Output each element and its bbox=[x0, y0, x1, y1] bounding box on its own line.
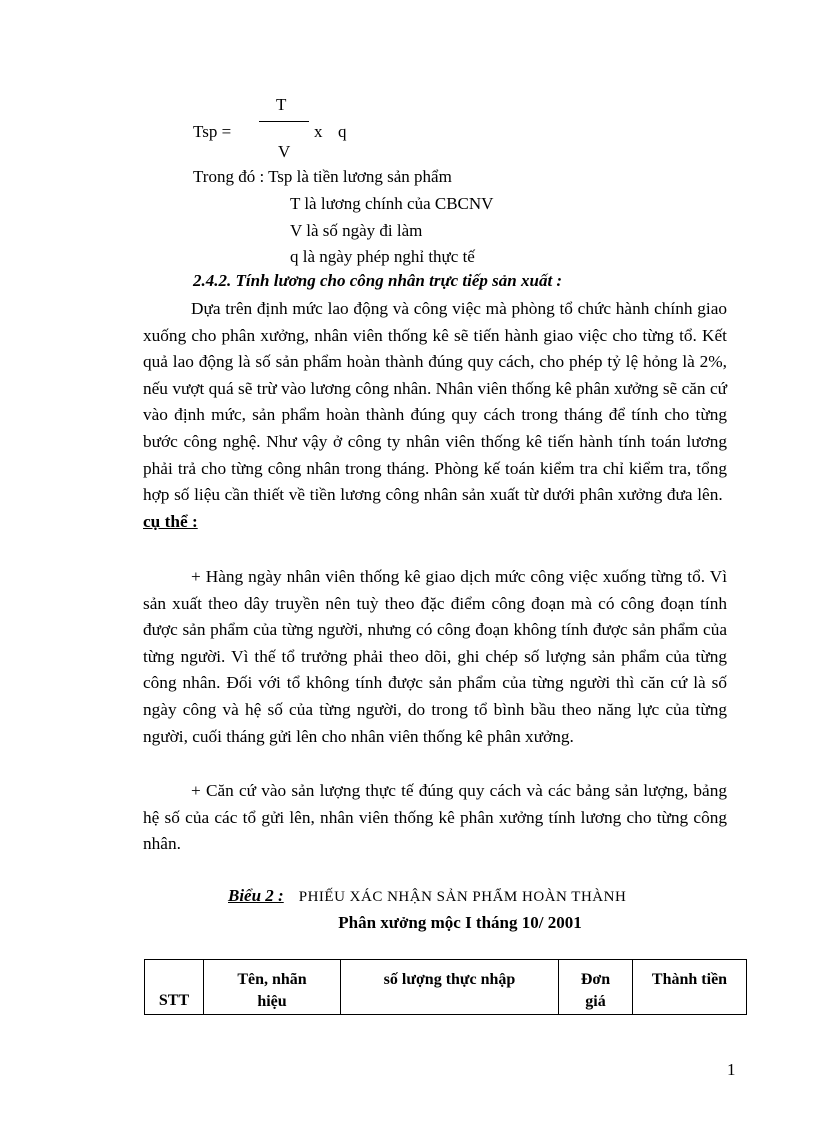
form-caption bbox=[228, 886, 626, 906]
page-number: 1 bbox=[727, 1060, 736, 1079]
column-header-amount: Thành tiền bbox=[633, 960, 747, 1015]
paragraph-daily-tasks-text: + Hàng ngày nhân viên thống kê giao dịch mức công việc xuống từng tổ. Vì sản xuất theo dây truyền nên tuỳ theo đặc điểm công đoạn mà có công đoạn tính được sản phẩm của từng người, nhưng có công đoạn không tính được sản phẩm của từng người. Vì thế tổ trưởng phải theo dõi, ghi chép số lượng sản phẩm của từng công nhân. Đối với tổ không tính được sản phẩm của từng người thì căn cứ là số ngày công và hệ số của từng người, do trong tổ bình bầu theo năng lực của từng người, cuối tháng gửi lên cho nhân viên thống kê phân xưởng. bbox=[143, 567, 727, 746]
section-heading: 2.4.2. Tính lương cho công nhân trực tiếp sản xuất : bbox=[193, 271, 563, 290]
specific-label: cụ thể : bbox=[143, 511, 198, 531]
formula-multiply-sign: x bbox=[314, 122, 323, 141]
definition-item: V là số ngày đi làm bbox=[290, 221, 423, 240]
form-title: PHIẾU XÁC NHẬN SẢN PHẨM HOÀN THÀNH bbox=[298, 889, 627, 905]
paragraph-daily-tasks bbox=[143, 564, 727, 750]
paragraph-workflow-text: Dựa trên định mức lao động và công việc mà phòng tổ chức hành chính giao xuống cho phân xưởng, nhân viên thống kê sẽ tiến hành giao việc cho từng tổ. Kết quả lao động là số sản phẩm hoàn thành đúng quy cách, cho phép tỷ lệ hỏng là 2%, nếu vượt quá sẽ trừ vào lương công nhân. Nhân viên thống kê phân xưởng sẽ căn cứ vào định mức, sản phẩm hoàn thành đúng quy cách trong tháng để tính cho từng bước công nghệ. Như vậy ở công ty nhân viên thống kê tiến hành tính toán lương phải trả cho từng công nhân trong tháng. Phòng kế toán kiểm tra chỉ kiểm tra, tổng hợp số liệu cần thiết về tiền lương công nhân sản xuất từ dưới phân xưởng đưa lên. bbox=[143, 299, 727, 505]
form-label: Biểu 2 : bbox=[228, 886, 284, 905]
paragraph-wage-calculation bbox=[143, 778, 727, 858]
column-header-unit-price: Đơn giá bbox=[559, 960, 633, 1015]
formula-factor: q bbox=[338, 122, 347, 141]
column-header-stt: STT bbox=[145, 960, 204, 1015]
formula-lhs: Tsp = bbox=[193, 122, 232, 141]
definitions-intro: Trong đó : Tsp là tiền lương sản phẩm bbox=[193, 167, 452, 186]
formula-denominator: V bbox=[278, 142, 291, 161]
table-header-row bbox=[145, 960, 747, 1015]
column-header-quantity: số lượng thực nhập bbox=[341, 960, 559, 1015]
definition-item: q là ngày phép nghỉ thực tế bbox=[290, 247, 475, 266]
form-subtitle: Phân xưởng mộc I tháng 10/ 2001 bbox=[338, 913, 582, 932]
formula-numerator: T bbox=[276, 95, 287, 114]
confirmation-table bbox=[144, 959, 747, 1015]
column-header-name: Tên, nhãn hiệu bbox=[204, 960, 341, 1015]
paragraph-wage-calculation-text: + Căn cứ vào sản lượng thực tế đúng quy cách và các bảng sản lượng, bảng hệ số của các tổ gửi lên, nhân viên thống kê phân xưởng tính lương cho từng công nhân. bbox=[143, 781, 727, 854]
paragraph-workflow bbox=[143, 296, 727, 535]
definition-item: T là lương chính của CBCNV bbox=[290, 194, 494, 213]
fraction-bar bbox=[259, 121, 309, 122]
